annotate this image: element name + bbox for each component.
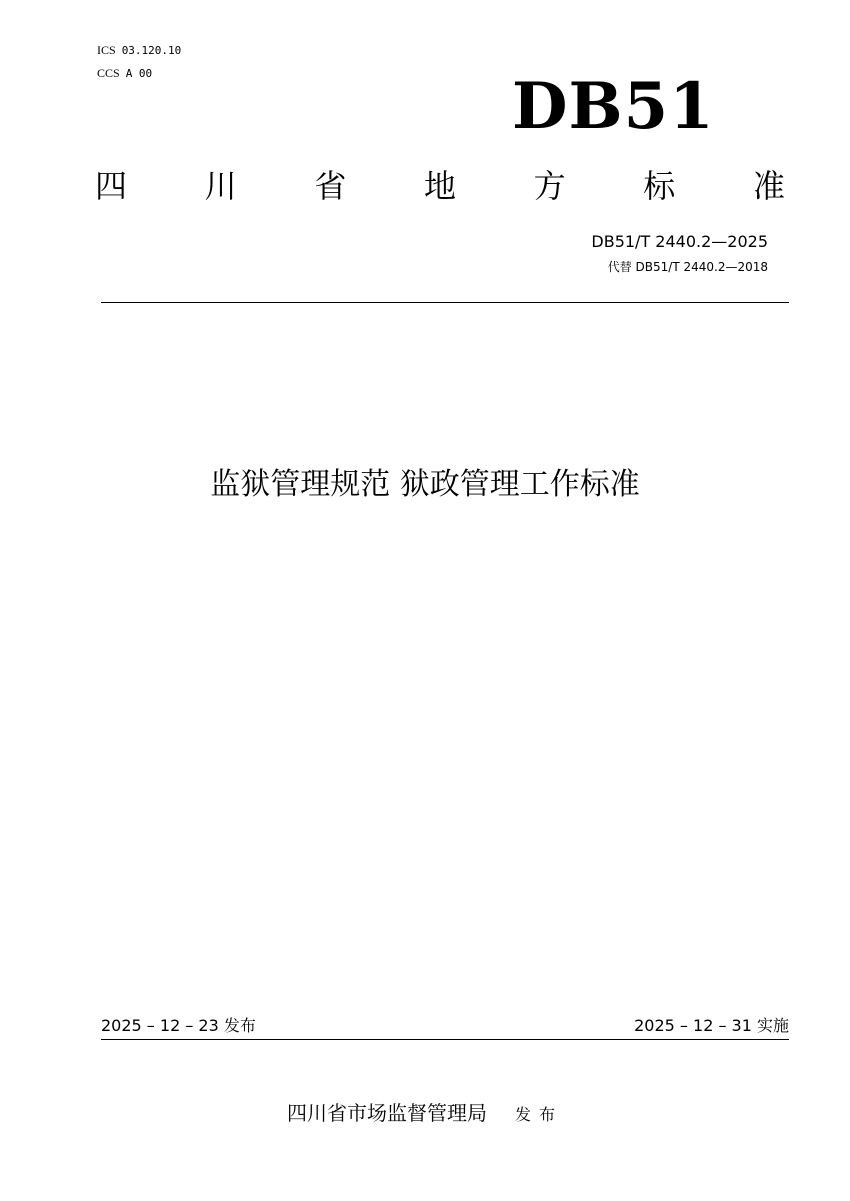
ics-code [97, 43, 181, 58]
top-divider [101, 302, 789, 303]
standard-number: DB51/T 2440.2—2025 [591, 232, 768, 251]
bottom-divider [101, 1039, 789, 1040]
ics-label: ICS [97, 43, 116, 57]
heading-char: 四 [95, 167, 128, 205]
ccs-value: A 00 [125, 67, 153, 80]
standard-logo: DB51 [512, 69, 715, 144]
issue-word: 发布 [514, 1105, 563, 1124]
ccs-label: CCS [97, 66, 120, 80]
issuer-block [0, 1098, 850, 1130]
ics-value: 03.120.10 [121, 44, 182, 57]
standard-type-heading [95, 164, 785, 208]
issue-date: 2025 – 12 – 23 发布 [101, 1016, 256, 1035]
implementation-date: 2025 – 12 – 31 实施 [634, 1016, 789, 1035]
heading-char: 准 [752, 167, 785, 205]
replaces-note: 代替 DB51/T 2440.2—2018 [607, 260, 768, 274]
heading-char: 方 [533, 167, 566, 205]
heading-char: 地 [423, 167, 456, 205]
issuer-name: 四川省市场监督管理局 [286, 1101, 487, 1125]
heading-char: 省 [314, 167, 347, 205]
document-title: 监狱管理规范 狱政管理工作标准 [210, 467, 640, 502]
heading-char: 标 [643, 167, 676, 205]
ccs-code [97, 66, 152, 81]
heading-char: 川 [204, 167, 237, 205]
